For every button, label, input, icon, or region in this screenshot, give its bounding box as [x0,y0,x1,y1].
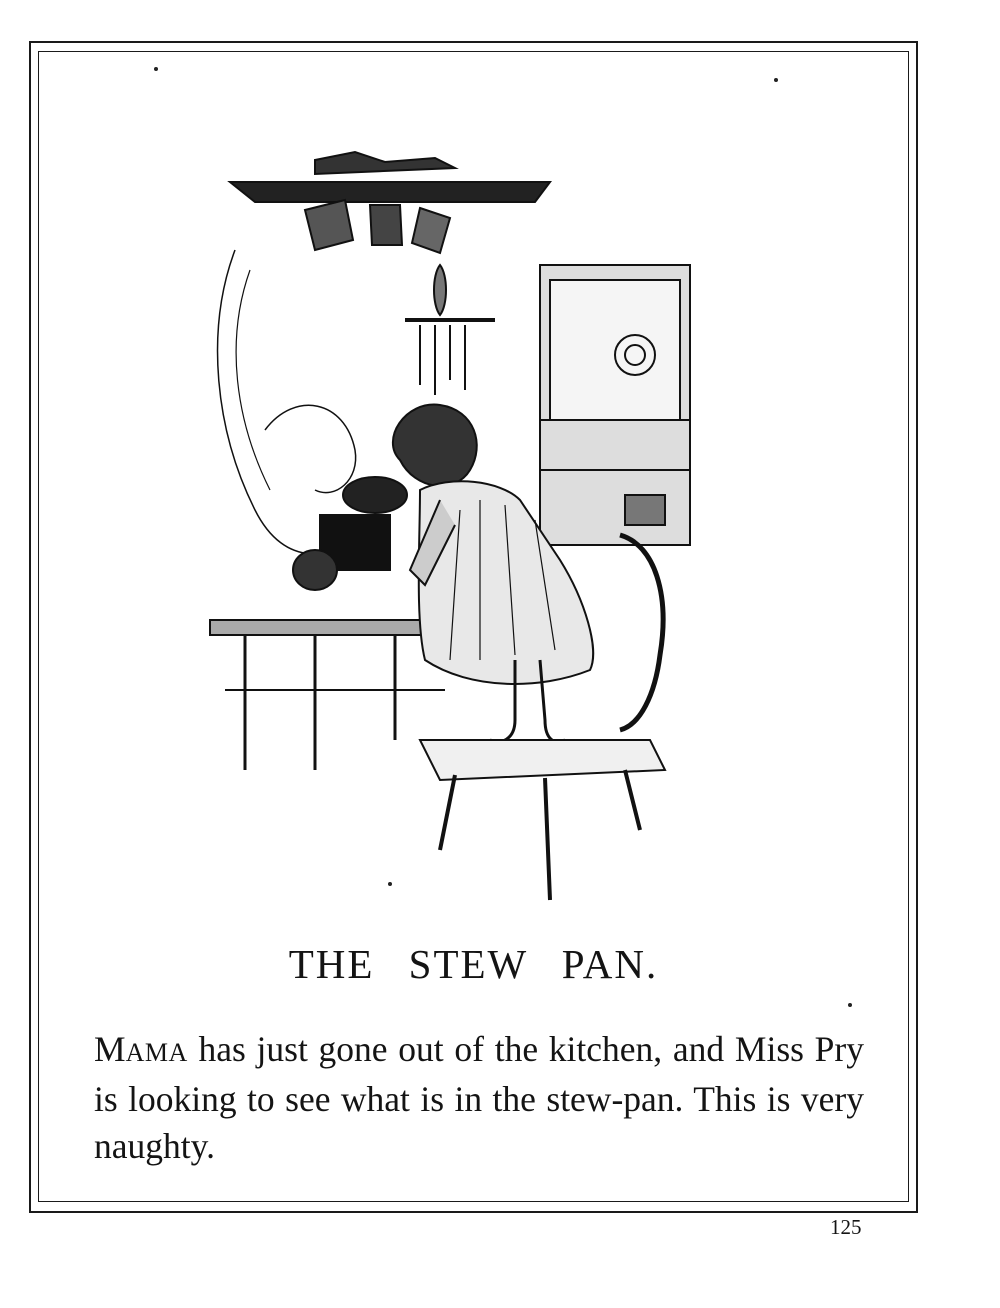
speck [848,1003,852,1007]
wall-shelf [230,182,550,202]
speck [388,882,392,886]
kitchen-illustration [195,130,755,910]
page-title: THE STEW PAN. [288,941,659,987]
speck [154,67,158,71]
speck [774,78,778,82]
page-number: 125 [830,1215,862,1239]
dropcap: M [94,1029,126,1069]
body-text: has just gone out of the kitchen, and Miss Pry is looking to see what is in the stew-pan. This is very naughty. [94,1029,864,1166]
smallcaps-text: AMA [125,1038,188,1067]
body-paragraph [94,1026,864,1170]
